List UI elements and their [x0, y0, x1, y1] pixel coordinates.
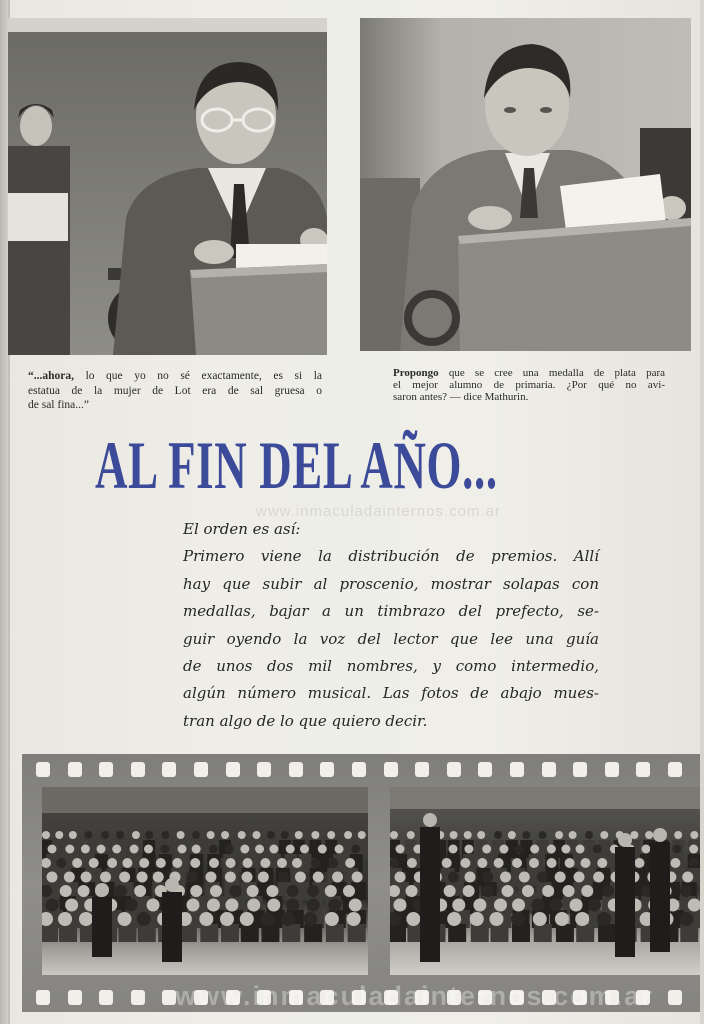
sprocket-hole: [352, 762, 366, 777]
sprocket-hole: [573, 762, 587, 777]
sprocket-hole: [99, 990, 113, 1005]
article-line: medallas, bajar a un timbrazo del prefecto, se-: [183, 602, 599, 621]
sprocket-hole: [542, 762, 556, 777]
sprocket-hole: [384, 762, 398, 777]
caption-right-photo: [393, 367, 665, 403]
article-title-wrap: [95, 427, 704, 503]
sprocket-hole: [478, 762, 492, 777]
sprocket-hole: [194, 762, 208, 777]
sprocket-hole: [131, 990, 145, 1005]
sprocket-hole: [68, 762, 82, 777]
article-line: El orden es así:: [183, 520, 301, 538]
sprocket-hole: [36, 762, 50, 777]
sprocket-hole: [289, 762, 303, 777]
sprocket-hole: [162, 762, 176, 777]
article-line: tran algo de lo que quiero decir.: [183, 711, 428, 730]
film-strip: [22, 754, 700, 1012]
article-line: guir oyendo la voz del lector que lee una guía: [183, 629, 599, 648]
desk: [190, 264, 327, 355]
standing-figure: [420, 813, 440, 962]
article-line: algún número musical. Las fotos de abajo mues-: [183, 684, 599, 703]
sprocket-hole: [320, 762, 334, 777]
watermark-bottom: www.inmaculadainternos.com.ar: [175, 981, 654, 1011]
photo-audience-standing: [390, 787, 700, 975]
article-title: AL FIN DEL AÑO...: [95, 427, 498, 503]
page-edge: [700, 0, 704, 1024]
sprocket-hole: [668, 762, 682, 777]
caption-text: que se cree una medalla de plata para: [448, 367, 665, 379]
article-line: Primero viene la distribución de premios. Allí: [183, 547, 599, 566]
sprocket-hole: [510, 762, 524, 777]
article-line: de unos dos mil nombres, y como intermedio,: [183, 657, 599, 676]
caption-line: saron antes? — dice Mathurin.: [393, 391, 529, 403]
sprocket-hole: [605, 762, 619, 777]
caption-line: [393, 367, 665, 379]
watermark-faint: www.inmaculadainternos.com.ar: [256, 503, 501, 520]
caption-text: lo que yo no sé exactamente, es si la: [85, 370, 323, 382]
photo-boy-with-glasses: [8, 18, 327, 355]
sprocket-hole: [36, 990, 50, 1005]
sprocket-hole: [447, 762, 461, 777]
sprocket-hole: [415, 762, 429, 777]
photo-boy-reading: [360, 18, 691, 351]
caption-line: [28, 369, 322, 384]
caption-line: de sal fina...”: [28, 399, 89, 411]
sprocket-hole: [68, 990, 82, 1005]
caption-line: el mejor alumno de primaria. ¿Por qué no avi-: [393, 379, 665, 391]
caption-lead: Propongo: [393, 367, 439, 379]
page-binding: [0, 0, 8, 1024]
standing-figure: [615, 833, 635, 957]
sprocket-hole: [668, 990, 682, 1005]
sprocket-hole: [636, 762, 650, 777]
sprocket-hole: [226, 762, 240, 777]
caption-left-photo: [28, 369, 322, 413]
standing-figure: [650, 828, 670, 952]
caption-line: estatua de la mujer de Lot era de sal gruesa o: [28, 384, 322, 397]
caption-lead: “...ahora,: [28, 370, 74, 382]
sprocket-hole: [257, 762, 271, 777]
article-line: hay que subir al proscenio, mostrar solapas con: [183, 574, 599, 593]
paper-sheet: [236, 244, 327, 268]
sprocket-hole: [99, 762, 113, 777]
photo-audience-seated: [42, 787, 368, 975]
article-body: [183, 516, 599, 735]
sprocket-hole: [131, 762, 145, 777]
